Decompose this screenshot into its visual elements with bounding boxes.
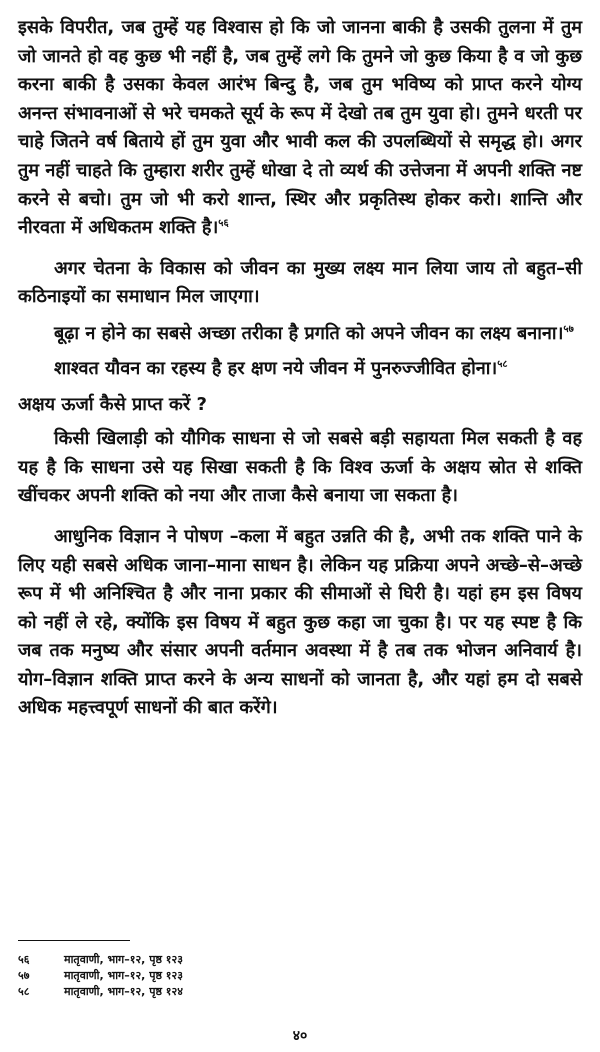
paragraph-5: किसी खिलाड़ी को यौगिक साधना से जो सबसे बड़ी सहायता मिल सकती है वह यह है कि साधना उसे यह सिखा सकती है कि विश्व ऊर्जा के अक्षय स्रोत से शक्ति खींचकर अपनी शक्ति को नया और ताजा कैसे बनाया जा सकता है। <box>18 428 582 507</box>
footnote-text: मातृवाणी, भाग–१२, पृष्ठ १२३ <box>64 969 183 982</box>
footnote-number: ५६ <box>18 953 30 966</box>
page-number: ४० <box>292 1028 308 1044</box>
paragraph-4-text: शाश्वत यौवन का रहस्य है हर क्षण नये जीवन में पुनरुज्जीवित होना। <box>54 357 498 379</box>
footnote-text: मातृवाणी, भाग–१२, पृष्ठ १२३ <box>64 953 183 966</box>
section-heading: अक्षय ऊर्जा कैसे प्राप्त करें ? <box>18 394 207 416</box>
paragraph-3-text: बूढ़ा न होने का सबसे अच्छा तरीका है प्रगति को अपने जीवन का लक्ष्य बनाना। <box>54 322 564 344</box>
paragraph-3 <box>18 320 582 349</box>
footnote-text: मातृवाणी, भाग–१२, पृष्ठ १२४ <box>64 985 183 998</box>
paragraph-1 <box>18 14 582 243</box>
footnote-ref-58: ५८ <box>497 358 508 370</box>
footnote-ref-56: ५६ <box>218 218 229 230</box>
footnote-number: ५७ <box>18 969 30 982</box>
footnote-56 <box>18 952 418 968</box>
paragraph-1-text: इसके विपरीत, जब तुम्हें यह विश्वास हो कि जो जानना बाकी है उसकी तुलना में तुम जो जानते हो वह कुछ भी नहीं है, जब तुम्हें लगे कि तुमने जो कुछ किया है व जो कुछ करना बाकी है उसका केवल आरंभ बिन्दु है, जब तुम भविष्य को प्राप्त करने योग्य अनन्त संभावनाओं से भरे चमकते सूर्य के रूप में देखो तब तुम युवा हो। तुमने धरती पर चाहे जितने वर्ष बिताये हों तुम युवा और भावी कल की उपलब्धियों से समृद्ध हो। अगर तुम नहीं चाहते कि तुम्हारा शरीर तुम्हें धोखा दे तो व्यर्थ की उत्तेजना में अपनी शक्ति नष्ट करने से बचो। तुम जो भी करो शान्त, स्थिर और प्रकृतिस्थ होकर करो। शान्ति और नीरवता में अधिकतम शक्ति है। <box>18 17 582 239</box>
paragraph-2: अगर चेतना के विकास को जीवन का मुख्य लक्ष्य मान लिया जाय तो बहुत–सी कठिनाइयों का समाधान मिल जाएगा। <box>18 257 582 308</box>
paragraph-6: आधुनिक विज्ञान ने पोषण –कला में बहुत उन्नति की है, अभी तक शक्ति पाने के लिए यही सबसे अधिक जाना–माना साधन है। लेकिन यह प्रक्रिया अपने अच्छे–से–अच्छे रूप में भी अनिश्चित है और नाना प्रकार की सीमाओं से घिरी है। यहां हम इस विषय को नहीं ले रहे, क्योंकि इस विषय में बहुत कुछ कहा जा चुका है। पर यह स्पष्ट है कि जब तक मनुष्य और संसार अपनी वर्तमान अवस्था में है तब तक भोजन अनिवार्य है। योग–विज्ञान शक्ति प्राप्त करने के अन्य साधनों को जानता है, और यहां हम दो सबसे अधिक महत्त्वपूर्ण साधनों की बात करेंगे। <box>18 525 582 719</box>
footnotes <box>18 952 418 1000</box>
footnote-ref-57: ५७ <box>563 323 574 335</box>
paragraph-4 <box>18 355 582 384</box>
footnote-58 <box>18 984 418 1000</box>
footnote-number: ५८ <box>18 985 30 998</box>
footnote-57 <box>18 968 418 984</box>
footnote-divider <box>18 940 130 941</box>
